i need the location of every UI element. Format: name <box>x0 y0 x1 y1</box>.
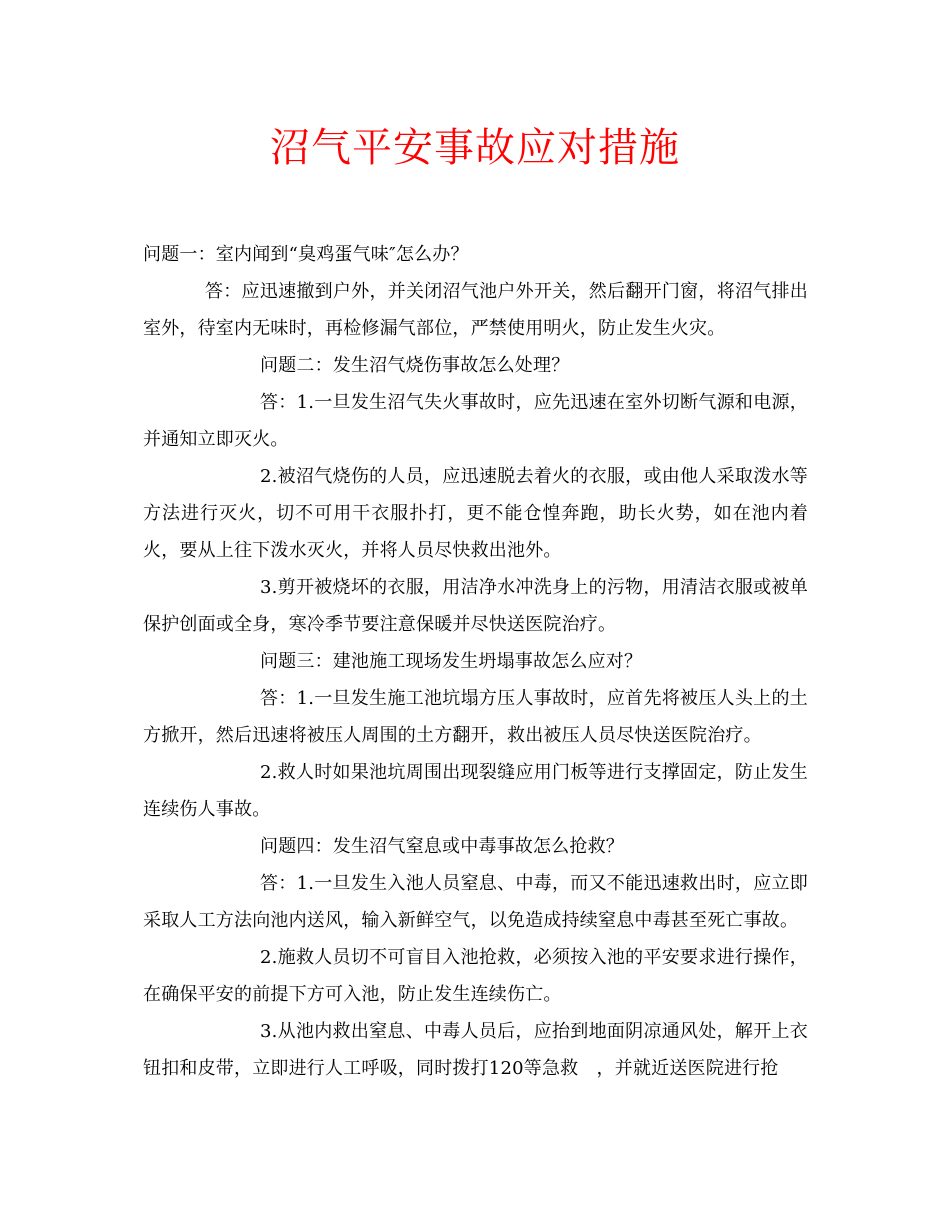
answer-2-item-3: 3.剪开被烧坏的衣服，用洁净水冲洗身上的污物，用清洁衣服或被单保护创面或全身，寒冷季节要注意保暖并尽快送医院治疗。 <box>143 577 808 635</box>
question-2: 问题二：发生沼气烧伤事故怎么处理？ <box>260 355 570 376</box>
answer-1: 答：应迅速撤到户外，并关闭沼气池户外开关，然后翻开门窗，将沼气排出室外，待室内无味时，再检修漏气部位，严禁使用明火，防止发生火灾。 <box>143 281 808 339</box>
question-3: 问题三：建池施工现场发生坍塌事故怎么应对？ <box>260 651 643 672</box>
answer-4-item-3: 3.从池内救出窒息、中毒人员后，应抬到地面阴凉通风处，解开上衣钮扣和皮带，立即进行人工呼吸，同时拨打120等急救 ，并就近送医院进行抢 <box>143 1021 808 1079</box>
answer-3-item-1: 答：1.一旦发生施工池坑塌方压人事故时，应首先将被压人头上的土方掀开，然后迅速将被压人周围的土方翻开，救出被压人员尽快送医院治疗。 <box>143 688 808 746</box>
answer-4-item-2: 2.施救人员切不可盲目入池抢救，必须按入池的平安要求进行操作，在确保平安的前提下方可入池，防止发生连续伤亡。 <box>143 947 808 1005</box>
question-4: 问题四：发生沼气窒息或中毒事故怎么抢救？ <box>260 836 624 857</box>
question-1: 问题一：室内闻到“臭鸡蛋气味″怎么办？ <box>143 244 469 265</box>
document-body <box>143 236 808 1087</box>
document-title: 沼气平安事故应对措施 <box>270 125 680 171</box>
answer-4-item-1: 答：1.一旦发生入池人员窒息、中毒，而又不能迅速救出时，应立即采取人工方法向池内送风，输入新鲜空气，以免造成持续窒息中毒甚至死亡事故。 <box>143 873 808 931</box>
answer-3-item-2: 2.救人时如果池坑周围出现裂缝应用门板等进行支撑固定，防止发生连续伤人事故。 <box>143 762 808 820</box>
answer-2-item-1: 答：1.一旦发生沼气失火事故时，应先迅速在室外切断气源和电源，并通知立即灭火。 <box>143 392 808 450</box>
answer-2-item-2: 2.被沼气烧伤的人员，应迅速脱去着火的衣服，或由他人采取泼水等方法进行灭火，切不可用干衣服扑打，更不能仓惶奔跑，助长火势，如在池内着火，要从上往下泼水灭火，并将人员尽快救出池外。 <box>143 466 808 561</box>
